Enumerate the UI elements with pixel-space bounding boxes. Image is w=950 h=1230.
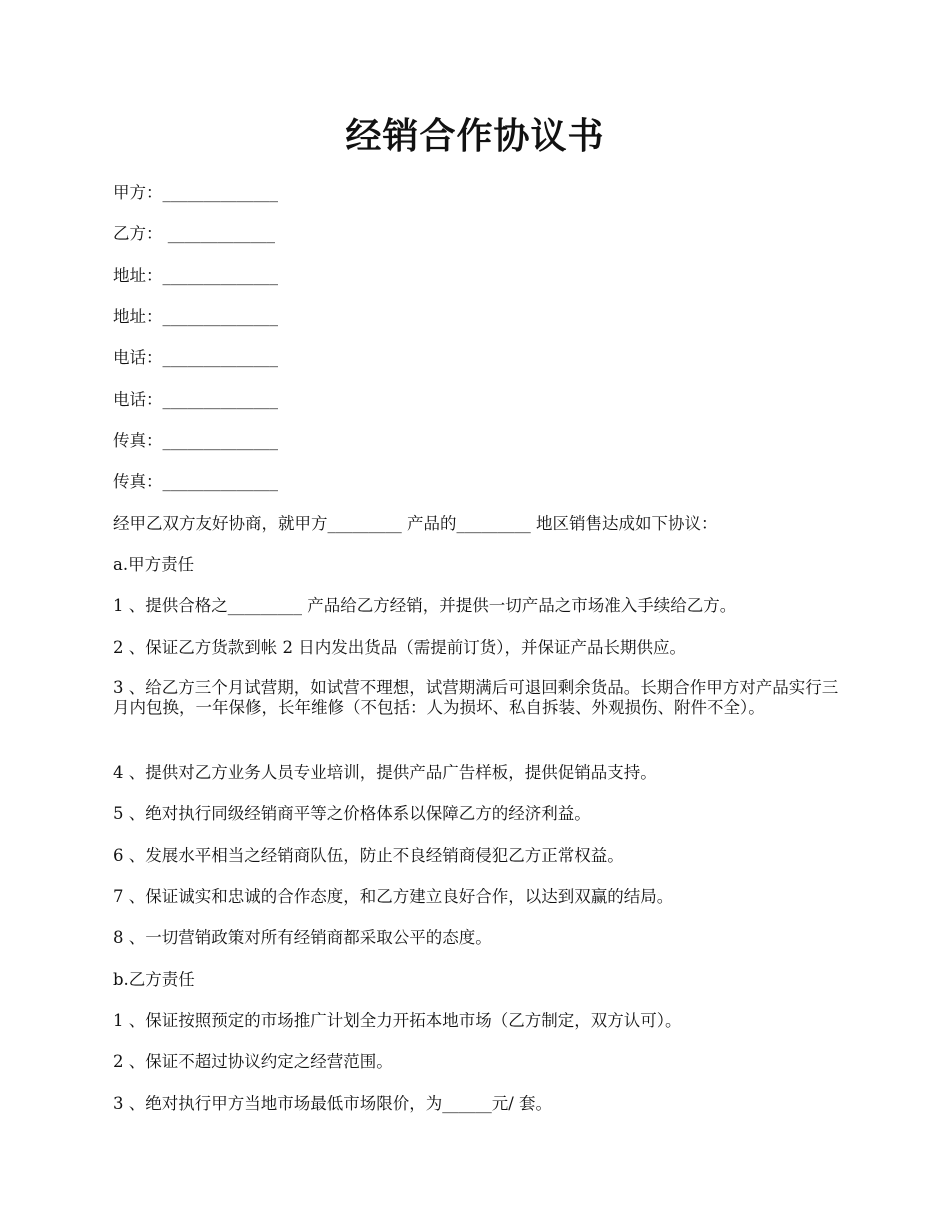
section-a-item: 3 、给乙方三个月试营期，如试营不理想，试营期满后可退回剩余货品。长期合作甲方对产品实行三月内包换，一年保修，长年维修（不包括：人为损坏、私自拆装、外观损伤、附件不全）。 — [113, 678, 839, 717]
address-field-b: 地址：______________ — [113, 307, 278, 326]
section-a-item: 5 、绝对执行同级经销商平等之价格体系以保障乙方的经济利益。 — [113, 804, 591, 823]
section-a-item: 8 、一切营销政策对所有经销商都采取公平的态度。 — [113, 928, 492, 947]
section-b-heading: b.乙方责任 — [113, 970, 195, 989]
section-a-heading: a.甲方责任 — [113, 555, 195, 574]
section-a-item: 7 、保证诚实和忠诚的合作态度，和乙方建立良好合作，以达到双赢的结局。 — [113, 887, 674, 906]
phone-field-a: 电话：______________ — [113, 348, 278, 367]
party-field-b: 乙方： _____________ — [113, 224, 275, 243]
address-field-a: 地址：______________ — [113, 266, 278, 285]
section-b-item: 2 、保证不超过协议约定之经营范围。 — [113, 1052, 393, 1071]
intro-paragraph: 经甲乙双方友好协商，就甲方_________ 产品的_________ 地区销售达成如下协议： — [113, 514, 718, 533]
section-b-item: 1 、保证按照预定的市场推广计划全力开拓本地市场（乙方制定，双方认可）。 — [113, 1011, 682, 1030]
party-field-a: 甲方：______________ — [113, 183, 278, 202]
phone-field-b: 电话：______________ — [113, 390, 278, 409]
document-title: 经销合作协议书 — [345, 115, 605, 157]
section-a-item: 4 、提供对乙方业务人员专业培训，提供产品广告样板，提供促销品支持。 — [113, 763, 657, 782]
section-a-item: 2 、保证乙方货款到帐 2 日内发出货品（需提前订货），并保证产品长期供应。 — [113, 638, 686, 657]
section-b-item: 3 、绝对执行甲方当地市场最低市场限价，为______元/ 套。 — [113, 1094, 553, 1113]
fax-field-b: 传真：______________ — [113, 472, 278, 491]
section-a-item: 1 、提供合格之_________ 产品给乙方经销，并提供一切产品之市场准入手续给乙方。 — [113, 596, 737, 615]
section-a-item: 6 、发展水平相当之经销商队伍，防止不良经销商侵犯乙方正常权益。 — [113, 846, 624, 865]
fax-field-a: 传真：______________ — [113, 431, 278, 450]
